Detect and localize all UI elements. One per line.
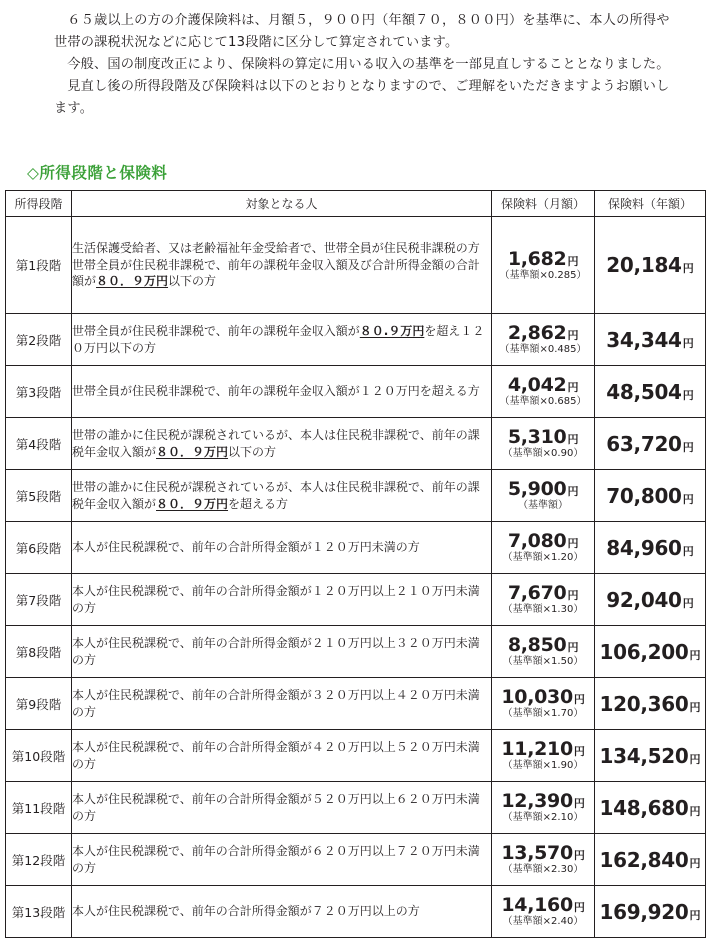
monthly-amount-value: 4,042 [507,374,567,396]
monthly-amount-value: 10,030 [501,686,573,708]
annual-cell [595,314,706,366]
multiplier-note: （基準額×0.90） [502,448,584,459]
multiplier-note: （基準額×0.485） [499,344,587,355]
monthly-amount [492,896,594,915]
annual-amount-value: 70,800 [606,483,682,508]
monthly-cell [492,314,595,366]
annual-cell [595,626,706,678]
monthly-amount [492,376,594,395]
monthly-amount-value: 2,862 [507,322,567,344]
annual-cell [595,418,706,470]
target-text: 以下の方 [168,274,217,289]
yen-unit: 円 [682,492,694,506]
monthly-cell [492,782,595,834]
rank-cell: 第4段階 [6,418,72,470]
yen-unit: 円 [682,336,694,350]
table-row [6,314,706,366]
premium-table [5,190,706,938]
yen-unit: 円 [689,752,701,766]
yen-unit: 円 [682,440,694,454]
target-cell [72,366,492,418]
monthly-amount [492,247,594,270]
yen-unit: 円 [567,589,579,602]
income-threshold-underlined: ８０.９万円 [359,324,425,338]
annual-amount-value: 63,720 [606,431,682,456]
target-cell [72,217,492,314]
annual-cell [595,217,706,314]
multiplier-note: （基準額×0.285） [499,269,587,281]
rank-cell: 第5段階 [6,470,72,522]
monthly-amount-value: 8,850 [507,634,567,656]
target-cell [72,730,492,782]
table-header [6,191,706,217]
rank-cell: 第6段階 [6,522,72,574]
section-title: ◇所得段階と保険料 [27,164,168,182]
header-annual: 保険料（年額） [595,191,706,217]
monthly-amount-value: 11,210 [501,738,573,760]
header-row [6,191,706,217]
monthly-amount [492,584,594,603]
intro-paragraph: 見直し後の所得段階及び保険料は以下のとおりとなりますので、ご理解をいただきますようお願いします。 [54,79,670,116]
rank-cell: 第2段階 [6,314,72,366]
rank-cell: 第8段階 [6,626,72,678]
annual-amount-value: 48,504 [606,379,682,404]
multiplier-note: （基準額） [518,500,568,511]
target-cell [72,626,492,678]
rank-cell: 第13段階 [6,886,72,938]
monthly-cell [492,574,595,626]
table-body [6,217,706,938]
yen-unit: 円 [689,648,701,662]
monthly-amount [492,740,594,759]
yen-unit: 円 [567,537,579,550]
target-cell [72,470,492,522]
monthly-amount-value: 7,080 [507,530,567,552]
target-text: 世帯の誰かに住民税が課税されているが、本人は住民税非課税で、前年の課税年金収入額が [72,480,480,511]
target-text: 以下の方 [228,444,277,459]
monthly-amount [492,324,594,343]
annual-amount-value: 34,344 [606,327,682,352]
monthly-cell [492,626,595,678]
yen-unit: 円 [689,908,701,922]
yen-unit: 円 [573,693,585,706]
annual-amount-value: 84,960 [606,535,682,560]
monthly-cell [492,418,595,470]
multiplier-note: （基準額×0.685） [499,396,587,407]
rank-cell: 第10段階 [6,730,72,782]
monthly-amount-value: 5,310 [507,426,567,448]
target-text: 本人が住民税課税で、前年の合計所得金額が７２０万円以上の方 [72,904,420,919]
annual-amount-value: 92,040 [606,587,682,612]
annual-cell [595,366,706,418]
rank-cell: 第3段階 [6,366,72,418]
monthly-cell [492,886,595,938]
table-row [6,886,706,938]
table-row [6,470,706,522]
yen-unit: 円 [567,381,579,394]
target-text: 世帯全員が住民税非課税で、前年の課税年金収入額が１２０万円を超える方 [72,384,480,399]
income-threshold-underlined: ８０．９万円 [156,496,229,511]
target-cell [72,314,492,366]
target-text: 本人が住民税課税で、前年の合計所得金額が１２０万円以上２１０万円未満の方 [72,584,480,615]
target-cell [72,886,492,938]
monthly-cell [492,730,595,782]
target-text: 生活保護受給者、又は老齢福祉年金受給者で、世帯全員が住民税非課税の方 [72,241,480,256]
annual-amount-value: 20,184 [606,253,682,277]
target-cell [72,834,492,886]
annual-cell [595,470,706,522]
annual-amount-value: 120,360 [599,691,689,716]
monthly-amount-value: 7,670 [507,582,567,604]
header-monthly: 保険料（月額） [492,191,595,217]
target-text: 本人が住民税課税で、前年の合計所得金額が３２０万円以上４２０万円未満の方 [72,688,480,719]
monthly-amount [492,428,594,447]
multiplier-note: （基準額×2.10） [502,812,584,823]
target-text: 本人が住民税課税で、前年の合計所得金額が２１０万円以上３２０万円未満の方 [72,636,480,667]
target-cell [72,574,492,626]
target-cell [72,782,492,834]
rank-cell: 第7段階 [6,574,72,626]
yen-unit: 円 [573,797,585,810]
target-text: を超え１２０万円以下の方 [72,324,485,355]
monthly-cell [492,366,595,418]
annual-cell [595,886,706,938]
yen-unit: 円 [689,856,701,870]
monthly-cell [492,678,595,730]
intro-paragraph: 今般、国の制度改正により、保険料の算定に用いる収入の基準を一部見直しすることとなりました。 [67,57,670,72]
table-row [6,730,706,782]
monthly-amount [492,792,594,811]
yen-unit: 円 [682,544,694,558]
multiplier-note: （基準額×2.40） [502,916,584,927]
rank-cell: 第11段階 [6,782,72,834]
multiplier-note: （基準額×1.70） [502,708,584,719]
rank-cell: 第9段階 [6,678,72,730]
rank-cell: 第12段階 [6,834,72,886]
yen-unit: 円 [689,700,701,714]
target-cell [72,678,492,730]
yen-unit: 円 [682,596,694,610]
yen-unit: 円 [682,388,694,402]
yen-unit: 円 [573,901,585,914]
yen-unit: 円 [567,329,579,342]
rank-cell: 第1段階 [6,217,72,314]
monthly-cell [492,470,595,522]
multiplier-note: （基準額×1.90） [502,760,584,771]
table-row [6,782,706,834]
target-cell [72,522,492,574]
annual-cell [595,574,706,626]
monthly-amount [492,688,594,707]
annual-amount-value: 162,840 [599,847,689,872]
monthly-amount-value: 5,900 [507,478,567,500]
income-threshold-underlined: ８０．９万円 [96,274,169,289]
monthly-amount [492,480,594,499]
header-target: 対象となる人 [72,191,492,217]
intro-paragraph: ６５歳以上の方の介護保険料は、月額５，９００円（年額７０，８００円）を基準に、本人の所得や世帯の課税状況などに応じて13段階に区分して算定されています。 [54,13,670,50]
multiplier-note: （基準額×1.30） [502,604,584,615]
target-text: 本人が住民税課税で、前年の合計所得金額が１２０万円未満の方 [72,540,420,555]
multiplier-note: （基準額×1.20） [502,552,584,563]
yen-unit: 円 [573,849,585,862]
table-row [6,574,706,626]
annual-amount-value: 134,520 [599,743,689,768]
table-row [6,418,706,470]
monthly-amount [492,844,594,863]
target-text: を超える方 [228,496,289,511]
annual-amount-value: 148,680 [599,795,689,820]
annual-cell [595,834,706,886]
annual-amount-value: 106,200 [599,639,689,664]
table-row [6,626,706,678]
yen-unit: 円 [682,262,694,275]
table-row [6,834,706,886]
monthly-cell [492,217,595,314]
monthly-amount-value: 14,160 [501,894,573,916]
monthly-amount-value: 13,570 [501,842,573,864]
monthly-cell [492,834,595,886]
yen-unit: 円 [689,804,701,818]
income-threshold-underlined: ８０．９万円 [156,444,229,459]
target-text: 本人が住民税課税で、前年の合計所得金額が６２０万円以上７２０万円未満の方 [72,844,480,875]
table-row [6,217,706,314]
target-text: 世帯全員が住民税非課税で、前年の課税年金収入額及び合計所得金額の合計額が [72,257,480,289]
yen-unit: 円 [567,641,579,654]
multiplier-note: （基準額×1.50） [502,656,584,667]
header-rank: 所得段階 [6,191,72,217]
monthly-amount [492,532,594,551]
table-row [6,678,706,730]
annual-cell [595,730,706,782]
table-row [6,366,706,418]
monthly-amount [492,636,594,655]
monthly-amount-value: 12,390 [501,790,573,812]
annual-amount-value: 169,920 [599,899,689,924]
yen-unit: 円 [567,254,579,268]
target-text: 本人が住民税課税で、前年の合計所得金額が５２０万円以上６２０万円未満の方 [72,792,480,823]
yen-unit: 円 [567,485,579,498]
yen-unit: 円 [567,433,579,446]
target-cell [72,418,492,470]
target-text: 世帯全員が住民税非課税で、前年の課税年金収入額が [72,324,360,338]
yen-unit: 円 [573,745,585,758]
table-row [6,522,706,574]
multiplier-note: （基準額×2.30） [502,864,584,875]
intro-text [54,10,674,120]
annual-cell [595,678,706,730]
target-text: 世帯の誰かに住民税が課税されているが、本人は住民税非課税で、前年の課税年金収入額が [72,428,480,459]
target-text: 本人が住民税課税で、前年の合計所得金額が４２０万円以上５２０万円未満の方 [72,740,480,771]
monthly-cell [492,522,595,574]
monthly-amount-value: 1,682 [507,247,567,270]
annual-cell [595,782,706,834]
annual-cell [595,522,706,574]
